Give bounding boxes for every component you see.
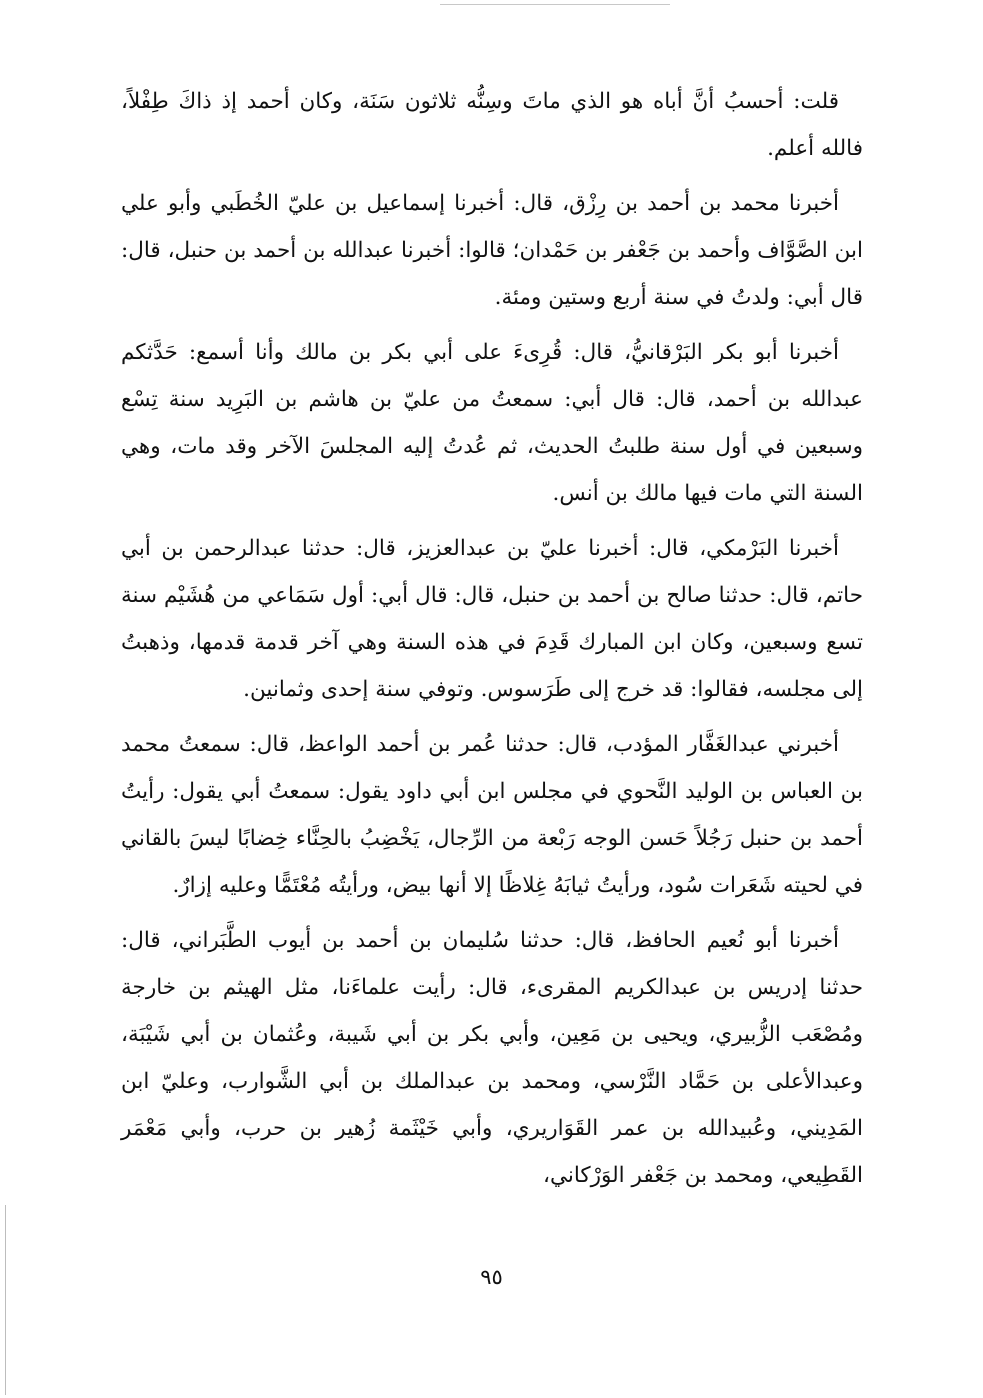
page-body [121, 78, 863, 1207]
paragraph-3: أخبرنا أبو بكر البَرْقانيُّ، قال: قُرِىءَ على أبي بكر بن مالك وأنا أسمع: حَدَّثكم عبدالله بن أحمد، قال: قال أبي: سمعتُ من عليّ بن هاشم بن البَرِيد سنة تِسْع وسبعين في أول سنة طلبتُ الحديث، ثم عُدتُ إليه المجلسَ الآخر وقد مات، وهي السنة التي مات فيها مالك بن أنس. [121, 340, 863, 506]
paragraph-1: قلت: أحسبُ أنَّ أباه هو الذي ماتَ وسِنُّه ثلاثون سَنَة، وكان أحمد إذ ذاكَ طِفْلاً، فالله أعلم. [121, 89, 863, 161]
paragraph-5: أخبرني عبدالغَفَّار المؤدب، قال: حدثنا عُمر بن أحمد الواعظ، قال: سمعتُ محمد بن العباس بن الوليد النَّحوي في مجلس ابن أبي داود يقول: سمعتُ أبي يقول: رأيتُ أحمد بن حنبل رَجُلاً حَسن الوجه رَبْعة من الرِّجال، يَخْضِبُ بالحِنَّاء خِضابًا ليسَ بالقاني في لحيته شَعَرات سُود، ورأيتُ ثيابَهُ غِلاظًا إلا أنها بيض، ورأيتُه مُعْتَمًّا وعليه إزارٌ. [121, 732, 863, 898]
paragraph-4: أخبرنا البَرْمكي، قال: أخبرنا عليّ بن عبدالعزيز، قال: حدثنا عبدالرحمن بن أبي حاتم، قال: حدثنا صالح بن أحمد بن حنبل، قال: قال أبي: أول سَمَاعي من هُشَيْم سنة تسع وسبعين، وكان ابن المبارك قَدِمَ في هذه السنة وهي آخر قدمة قدمها، وذهبتُ إلى مجلسه، فقالوا: قد خرج إلى طَرَسوس. وتوفي سنة إحدى وثمانين. [121, 536, 863, 702]
page-number: ٩٥ [480, 1265, 503, 1289]
paragraph-6: أخبرنا أبو نُعيم الحافظ، قال: حدثنا سُليمان بن أحمد بن أيوب الطَّبَراني، قال: حدثنا إدريس بن عبدالكريم المقرىء، قال: رأيت علماءَنا، مثل الهيثم بن خارجة ومُصْعَب الزُّبيري، ويحيى بن مَعِين، وأبي بكر بن أبي شَيبة، وعُثمان بن أبي شَيْبَة، وعبدالأعلى بن حَمَّاد النَّرْسي، ومحمد بن عبدالملك بن أبي الشَّوارب، وعليّ ابن المَدِيني، وعُبيدالله بن عمر القَوَاريري، وأبي خَيْثَمة زُهير بن حرب، وأبي مَعْمَر القَطِيعي، ومحمد بن جَعْفر الوَرْكاني، [121, 928, 863, 1188]
scan-edge-left [5, 1205, 6, 1395]
scan-edge-top [440, 4, 670, 5]
paragraph-2: أخبرنا محمد بن أحمد بن رِزْق، قال: أخبرنا إسماعيل بن عليّ الخُطَبي وأبو علي ابن الصَّوَّاف وأحمد بن جَعْفر بن حَمْدان؛ قالوا: أخبرنا عبدالله بن أحمد بن حنبل، قال: قال أبي: ولدتُ في سنة أربع وستين ومئة. [121, 191, 863, 310]
